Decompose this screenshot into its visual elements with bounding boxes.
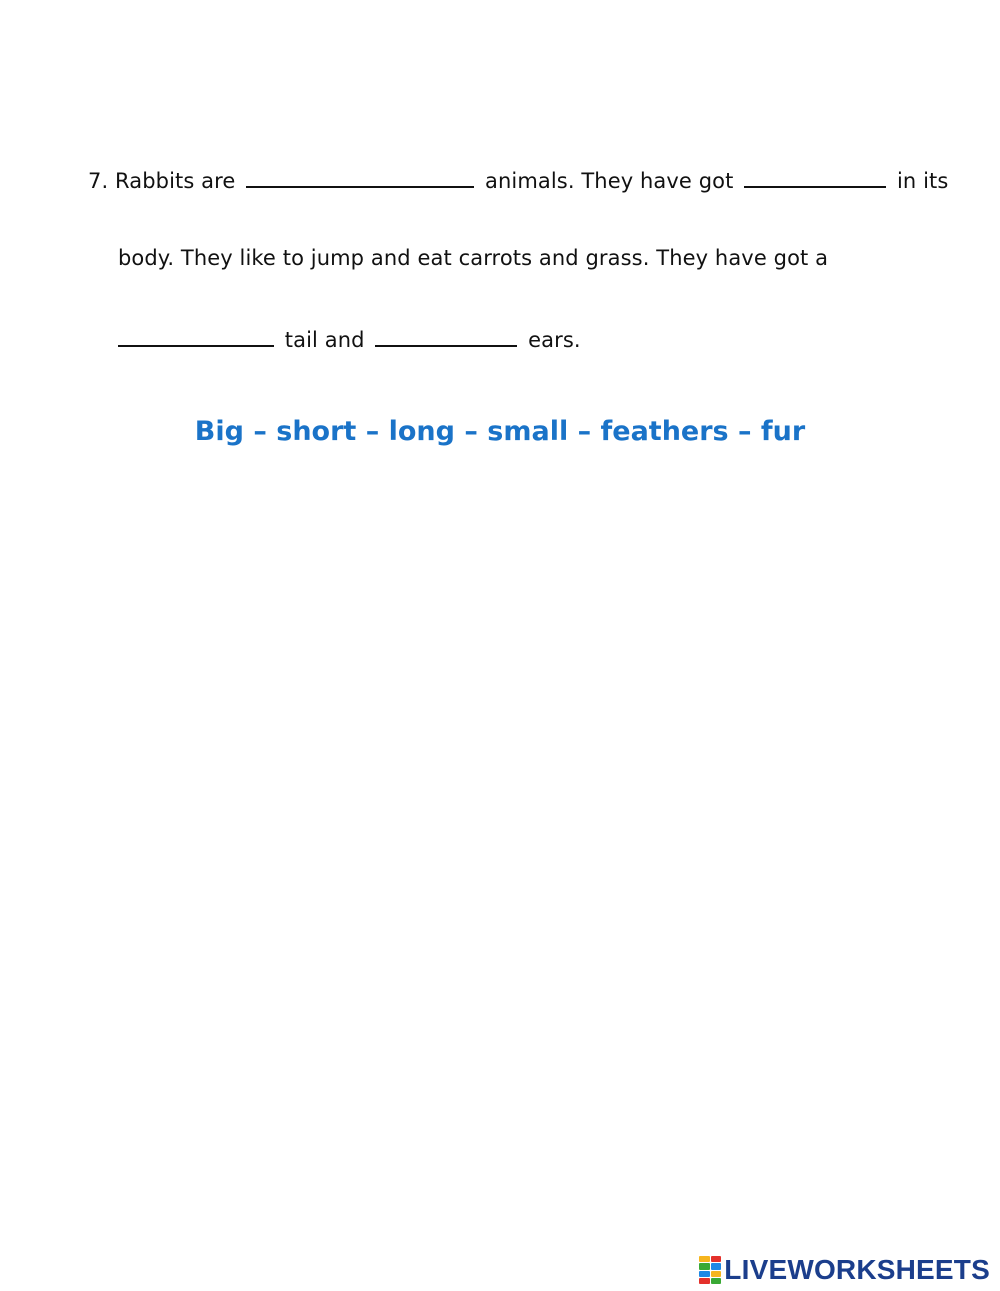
brand-name: LIVEWORKSHEETS xyxy=(724,1254,990,1285)
question-line-3 xyxy=(118,325,581,352)
question-text-segment: in its xyxy=(897,169,949,193)
answer-blank-2[interactable] xyxy=(744,166,886,188)
question-number: 7. xyxy=(88,169,109,193)
answer-blank-3[interactable] xyxy=(118,325,274,347)
liveworksheets-logo-icon xyxy=(699,1256,721,1284)
question-text-segment: Rabbits are xyxy=(115,169,236,193)
question-line-1 xyxy=(88,166,948,193)
question-line-2 xyxy=(118,246,828,270)
question-text-segment: animals. They have got xyxy=(485,169,734,193)
question-text-segment: tail and xyxy=(284,328,365,352)
question-text-segment: body. They like to jump and eat carrots and grass. They have got a xyxy=(118,246,829,270)
question-text-segment: ears. xyxy=(528,328,581,352)
word-bank: Big – short – long – small – feathers – fur xyxy=(194,416,806,447)
answer-blank-4[interactable] xyxy=(375,325,517,347)
brand-logo xyxy=(699,1255,990,1285)
answer-blank-1[interactable] xyxy=(246,166,474,188)
